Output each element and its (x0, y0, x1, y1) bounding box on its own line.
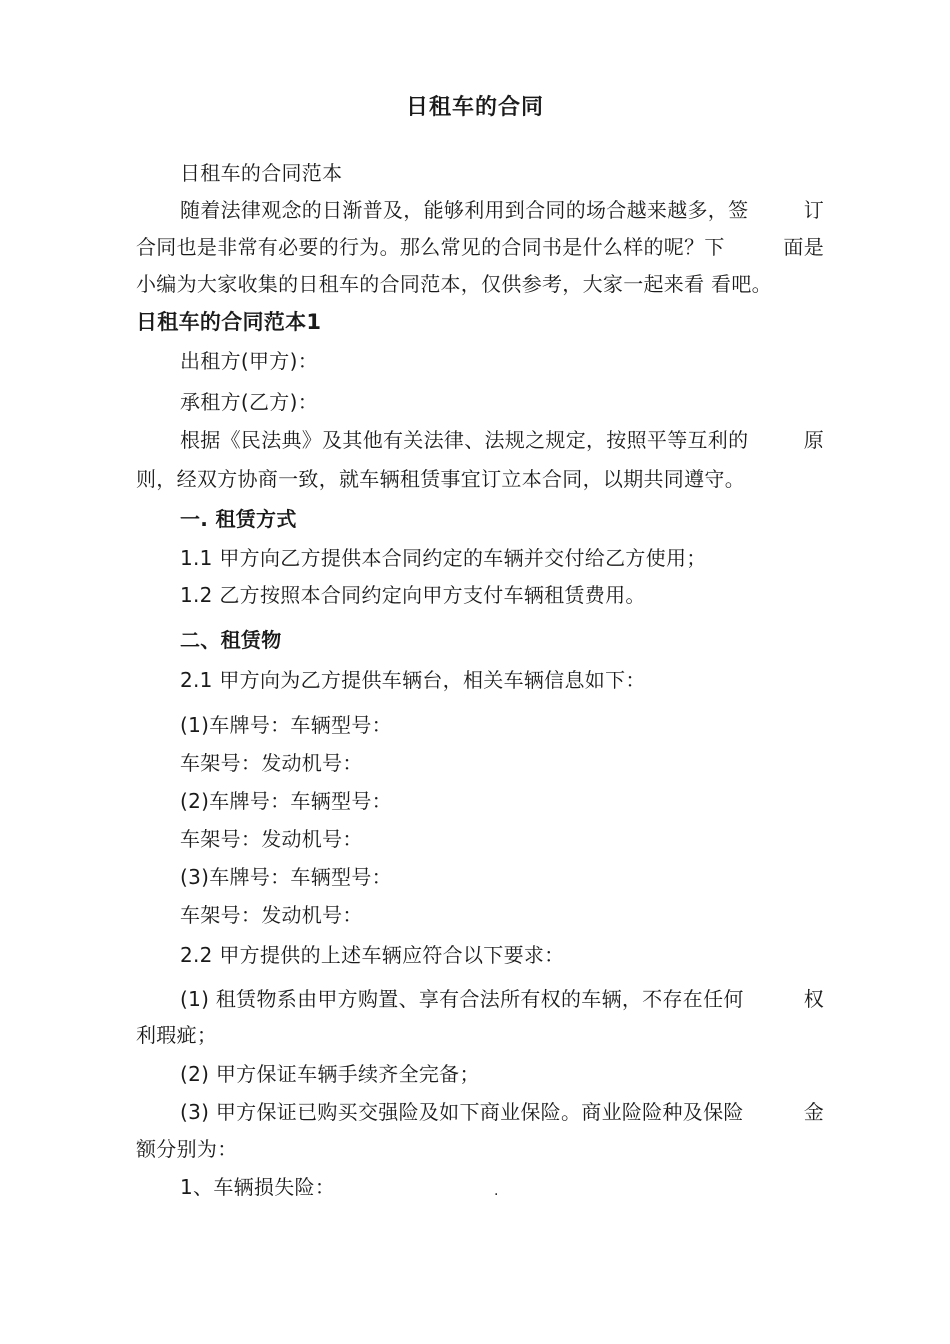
requirement-1-end: 权 (803, 987, 824, 1011)
requirement-3-end: 金 (803, 1100, 824, 1124)
article-2-item-2: 2.2 甲方提供的上述车辆应符合以下要求： (180, 943, 565, 967)
article-1-item-1: 1.1 甲方向乙方提供本合同约定的车辆并交付给乙方使用； (180, 546, 707, 570)
car-2-plate: (2)车牌号：车辆型号： (180, 789, 392, 813)
car-3-frame: 车架号：发动机号： (180, 903, 363, 927)
intro-line-1-end: 订 (803, 198, 824, 222)
article-1-item-2: 1.2 乙方按照本合同约定向甲方支付车辆租赁费用。 (180, 583, 646, 607)
requirement-2: (2) 甲方保证车辆手续齐全完备； (180, 1062, 480, 1086)
intro-line-1 (180, 197, 824, 223)
document-subtitle: 日租车的合同范本 (180, 161, 343, 185)
requirement-1-line-1 (180, 986, 824, 1012)
car-1-plate: (1)车牌号：车辆型号： (180, 713, 392, 737)
basis-line-2: 则，经双方协商一致，就车辆租赁事宜订立本合同，以期共同遵守。 (136, 467, 745, 491)
car-3-plate: (3)车牌号：车辆型号： (180, 865, 392, 889)
requirement-1-text: (1) 租赁物系由甲方购置、享有合法所有权的车辆，不存在任何 (180, 987, 744, 1011)
stray-dot: . (494, 1183, 499, 1199)
intro-line-3: 小编为大家收集的日租车的合同范本，仅供参考，大家一起来看 看吧。 (136, 272, 772, 296)
car-1-frame: 车架号：发动机号： (180, 751, 363, 775)
insurance-item-1: 1、车辆损失险： (180, 1175, 336, 1199)
lessor-label: 出租方(甲方)： (180, 349, 319, 373)
requirement-3-line-1 (180, 1099, 824, 1125)
lessee-label: 承租方(乙方)： (180, 390, 319, 414)
requirement-3-line-2: 额分别为： (136, 1137, 238, 1161)
intro-line-2 (136, 234, 824, 260)
article-2-item-1: 2.1 甲方向为乙方提供车辆台，相关车辆信息如下： (180, 668, 646, 692)
article-1-heading: 一. 租赁方式 (180, 507, 297, 531)
intro-line-2-text: 合同也是非常有必要的行为。那么常见的合同书是什么样的呢？下 (136, 235, 725, 259)
requirement-3-text: (3) 甲方保证已购买交强险及如下商业保险。商业险险种及保险 (180, 1100, 744, 1124)
intro-line-2-end: 面是 (783, 235, 824, 259)
basis-line-1 (180, 427, 824, 453)
document-title: 日租车的合同 (405, 95, 544, 120)
basis-line-1-text: 根据《民法典》及其他有关法律、法规之规定，按照平等互利的 (180, 428, 749, 452)
basis-line-1-end: 原 (803, 428, 824, 452)
car-2-frame: 车架号：发动机号： (180, 827, 363, 851)
requirement-1-line-2: 利瑕疵； (136, 1023, 218, 1047)
intro-line-1-text: 随着法律观念的日渐普及，能够利用到合同的场合越来越多，签 (180, 198, 749, 222)
article-2-heading: 二、租赁物 (180, 628, 282, 652)
section-heading: 日租车的合同范本1 (136, 310, 322, 334)
